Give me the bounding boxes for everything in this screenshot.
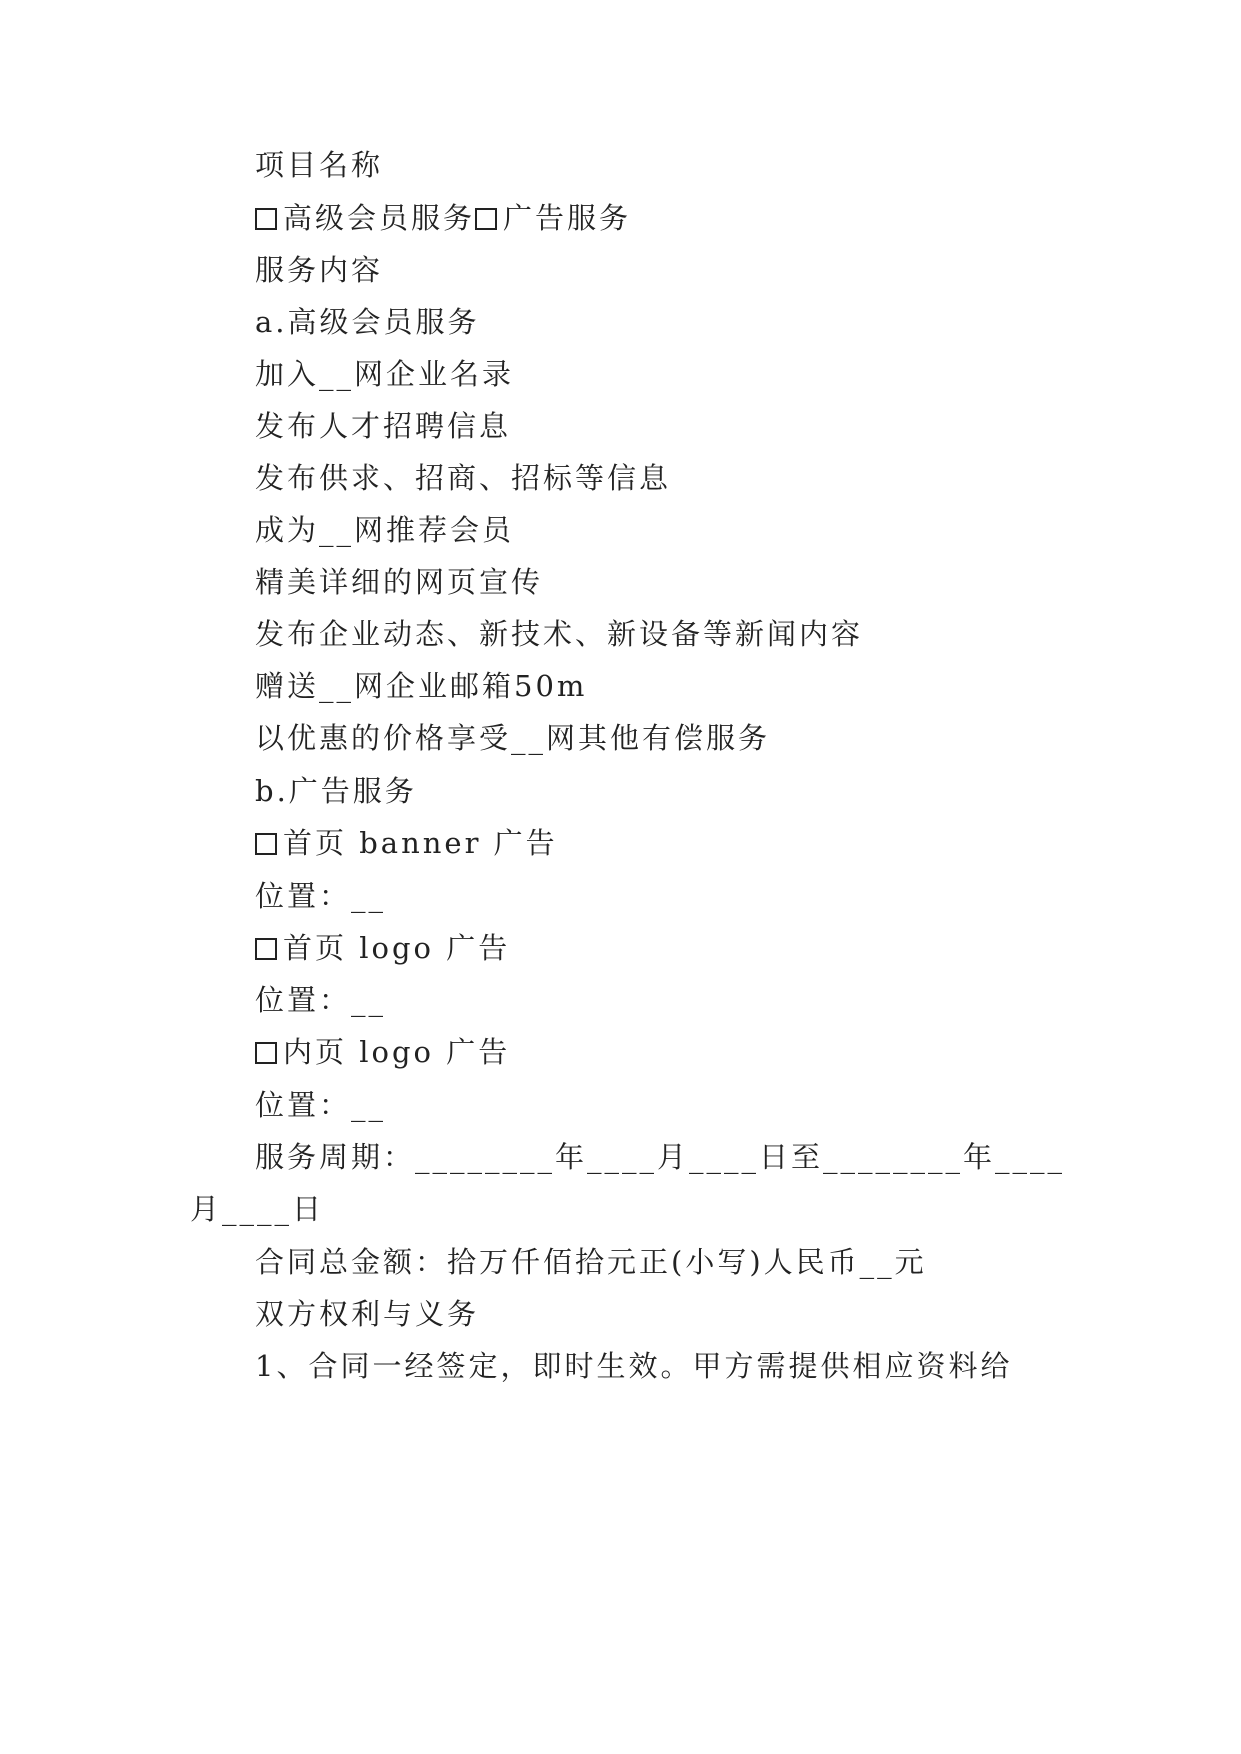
- clause-1: 1、合同一经签定，即时生效。甲方需提供相应资料给: [255, 1349, 1013, 1383]
- list-item: 精美详细的网页宣传: [255, 565, 544, 599]
- heading-rights-obligations: 双方权利与义务: [255, 1297, 480, 1331]
- heading-service-content: 服务内容: [255, 253, 384, 287]
- ad-option-label: 首页 banner 广告: [283, 826, 558, 860]
- position-field: 位置：__: [255, 983, 387, 1017]
- ad-option-label: 首页 logo 广告: [283, 931, 511, 965]
- list-item: 发布供求、招商、招标等信息: [255, 461, 672, 495]
- ad-option-home-banner: [255, 823, 558, 863]
- ad-option-label: 内页 logo 广告: [283, 1035, 511, 1069]
- list-item: 发布人才招聘信息: [255, 409, 512, 443]
- checkbox-premium-membership[interactable]: [255, 208, 277, 230]
- checkbox-home-logo[interactable]: [255, 938, 277, 960]
- service-type-options: [255, 198, 631, 238]
- checkbox-home-banner[interactable]: [255, 833, 277, 855]
- list-item: 以优惠的价格享受__网其他有偿服务: [255, 721, 771, 755]
- checkbox-ad-service[interactable]: [475, 208, 497, 230]
- list-item: 发布企业动态、新技术、新设备等新闻内容: [255, 617, 864, 651]
- heading-project-name: 项目名称: [255, 148, 384, 182]
- ad-option-inner-logo: [255, 1032, 510, 1072]
- section-b-title: b.广告服务: [255, 774, 417, 808]
- checkbox-inner-logo[interactable]: [255, 1042, 277, 1064]
- service-period-continued: 月____日: [190, 1192, 325, 1226]
- contract-total-amount: 合同总金额：拾万仟佰拾元正(小写)人民币__元: [255, 1245, 927, 1279]
- list-item: 加入__网企业名录: [255, 357, 515, 391]
- section-a-title: a.高级会员服务: [255, 305, 480, 339]
- position-field: 位置：__: [255, 1088, 387, 1122]
- ad-option-home-logo: [255, 928, 510, 968]
- list-item: 赠送__网企业邮箱50m: [255, 669, 588, 703]
- position-field: 位置：__: [255, 879, 387, 913]
- list-item: 成为__网推荐会员: [255, 513, 515, 547]
- option-label-ad-service: 广告服务: [503, 201, 632, 235]
- option-label-premium-membership: 高级会员服务: [283, 201, 476, 235]
- service-period: 服务周期：________年____月____日至________年____: [255, 1140, 1066, 1174]
